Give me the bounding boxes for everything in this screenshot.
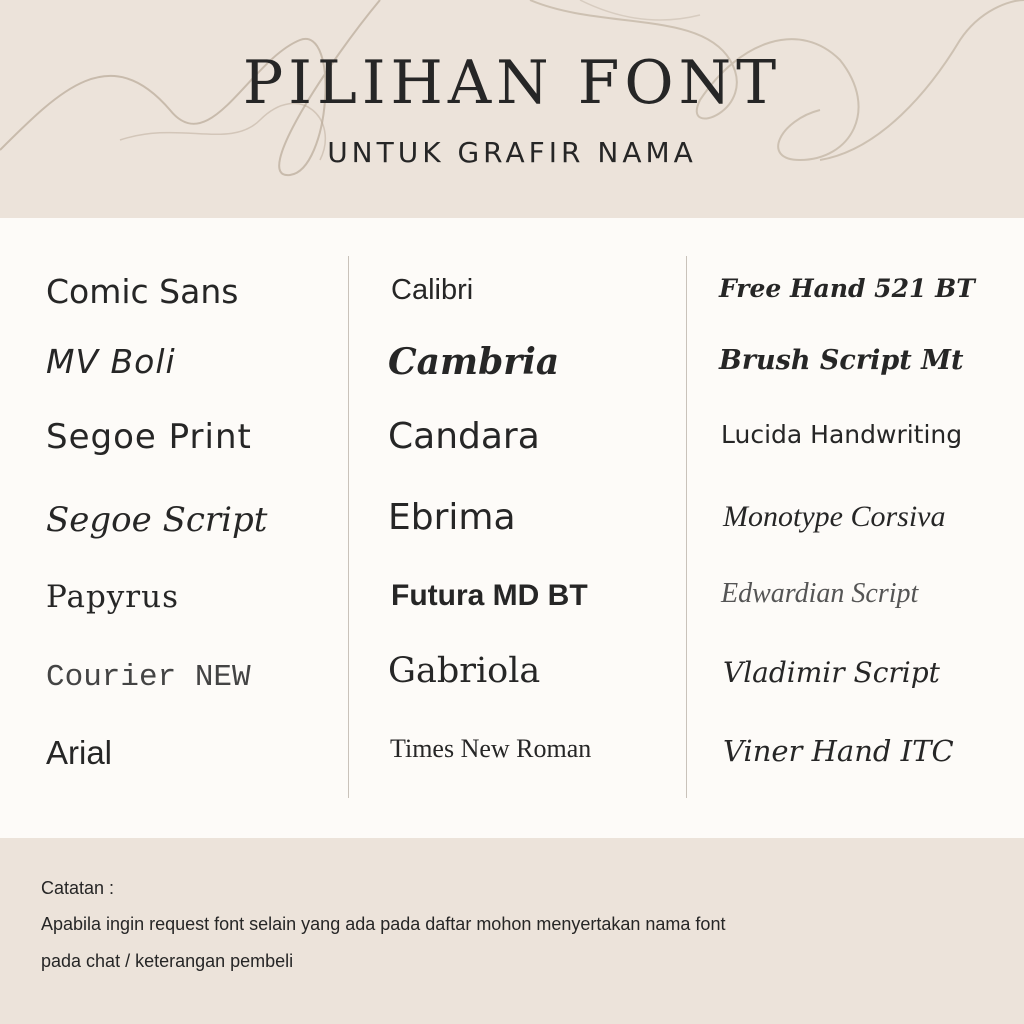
font-item: Times New Roman — [390, 734, 592, 763]
font-item: Segoe Print — [46, 417, 252, 457]
font-item: Brush Script Mt — [719, 345, 964, 376]
font-item: Viner Hand ITC — [723, 734, 954, 768]
font-item: Segoe Script — [46, 500, 268, 540]
font-item: Vladimir Script — [723, 656, 940, 689]
font-item: Gabriola — [388, 651, 541, 691]
note-text-line-2: pada chat / keterangan pembeli — [41, 951, 294, 971]
font-item: Comic Sans — [46, 272, 239, 311]
font-column-3 — [719, 218, 1024, 838]
font-item: Courier NEW — [46, 660, 251, 695]
font-item: Futura MD BT — [391, 579, 588, 612]
font-item: Monotype Corsiva — [723, 500, 946, 533]
font-item: Papyrus — [46, 579, 179, 615]
font-item: Edwardian Script — [721, 578, 919, 609]
page-subtitle: UNTUK GRAFIR NAMA — [327, 136, 697, 169]
note-text-line-1: Apabila ingin request font selain yang ada pada daftar mohon menyertakan nama font — [41, 914, 726, 934]
font-item: Cambria — [388, 341, 560, 383]
font-item: MV Boli — [46, 342, 176, 381]
page-title: PILIHAN FONT — [242, 48, 782, 118]
font-column-1 — [46, 218, 376, 838]
font-item: Lucida Handwriting — [721, 420, 963, 449]
font-item: Ebrima — [388, 497, 516, 538]
footer-note — [0, 838, 1024, 1024]
header-banner — [0, 0, 1024, 218]
font-item: Calibri — [391, 274, 474, 306]
font-list-panel — [0, 218, 1024, 838]
font-item: Free Hand 521 BT — [719, 274, 975, 303]
note-label: Catatan : — [41, 878, 115, 898]
font-item: Candara — [388, 416, 540, 457]
font-item: Arial — [46, 734, 113, 771]
font-column-2 — [388, 218, 718, 838]
